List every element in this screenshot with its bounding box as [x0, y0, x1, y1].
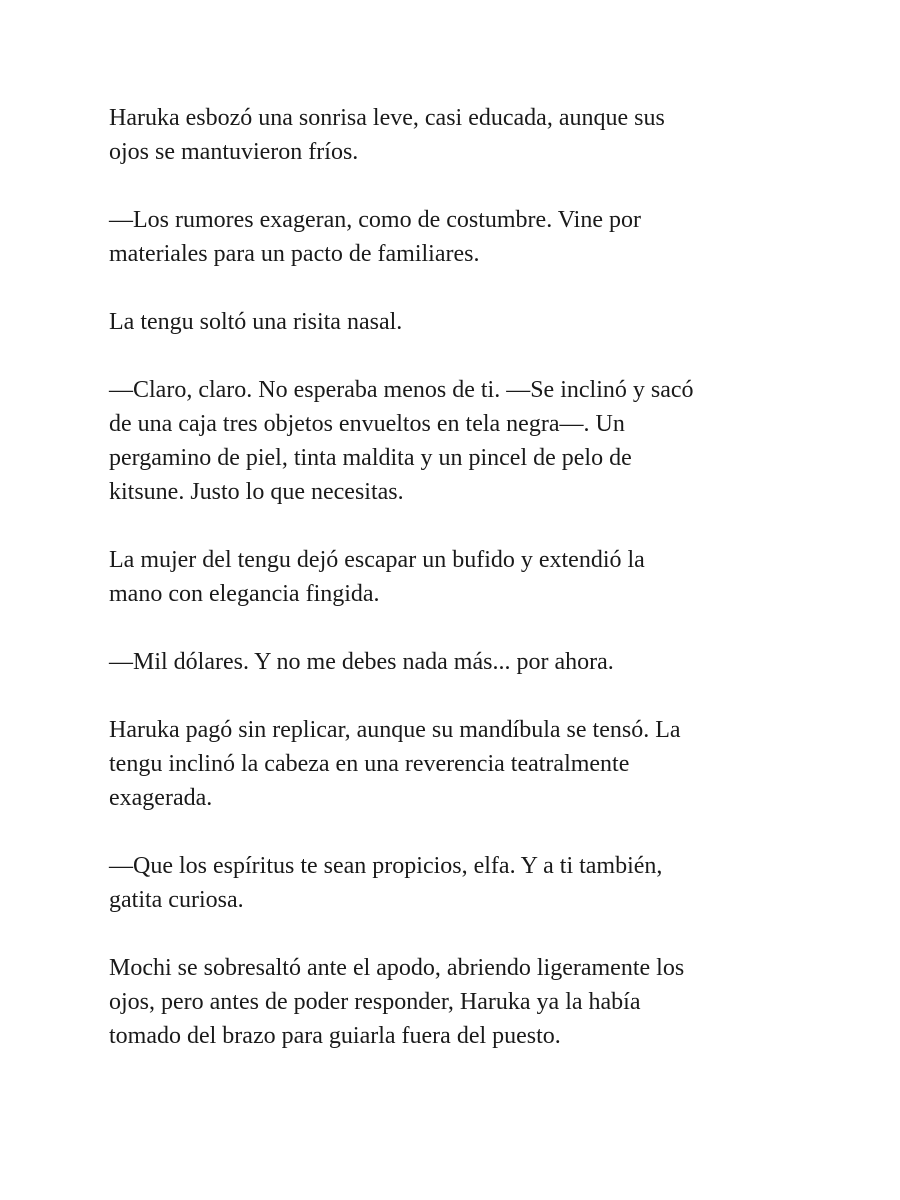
text-line: tomado del brazo para guiarla fuera del puesto.	[109, 1023, 561, 1049]
paragraph	[109, 101, 799, 169]
paragraph	[109, 203, 799, 271]
paragraph	[109, 543, 799, 611]
text-line: La tengu soltó una risita nasal.	[109, 309, 403, 335]
text-line: mano con elegancia fingida.	[109, 581, 380, 607]
paragraph	[109, 305, 799, 339]
text-line: exagerada.	[109, 785, 213, 811]
paragraph	[109, 373, 799, 509]
text-line: materiales para un pacto de familiares.	[109, 241, 480, 267]
text-line: tengu inclinó la cabeza en una reverencia teatralmente	[109, 751, 630, 777]
text-line: —Claro, claro. No esperaba menos de ti. —Se inclinó y sacó	[109, 377, 694, 403]
text-line: —Los rumores exageran, como de costumbre. Vine por	[109, 207, 641, 233]
text-line: pergamino de piel, tinta maldita y un pincel de pelo de	[109, 445, 632, 471]
text-line: Haruka pagó sin replicar, aunque su mandíbula se tensó. La	[109, 717, 681, 743]
paragraph	[109, 951, 799, 1053]
paragraph	[109, 645, 799, 679]
text-line: kitsune. Justo lo que necesitas.	[109, 479, 404, 505]
paragraph	[109, 849, 799, 917]
paragraph	[109, 713, 799, 815]
text-line: ojos se mantuvieron fríos.	[109, 139, 359, 165]
text-line: La mujer del tengu dejó escapar un bufido y extendió la	[109, 547, 645, 573]
document-page	[109, 101, 799, 1087]
text-line: Mochi se sobresaltó ante el apodo, abriendo ligeramente los	[109, 955, 685, 981]
text-line: —Mil dólares. Y no me debes nada más... por ahora.	[109, 649, 614, 675]
text-line: ojos, pero antes de poder responder, Haruka ya la había	[109, 989, 641, 1015]
text-line: Haruka esbozó una sonrisa leve, casi educada, aunque sus	[109, 105, 665, 131]
text-line: gatita curiosa.	[109, 887, 244, 913]
text-line: de una caja tres objetos envueltos en tela negra—. Un	[109, 411, 625, 437]
text-line: —Que los espíritus te sean propicios, elfa. Y a ti también,	[109, 853, 663, 879]
